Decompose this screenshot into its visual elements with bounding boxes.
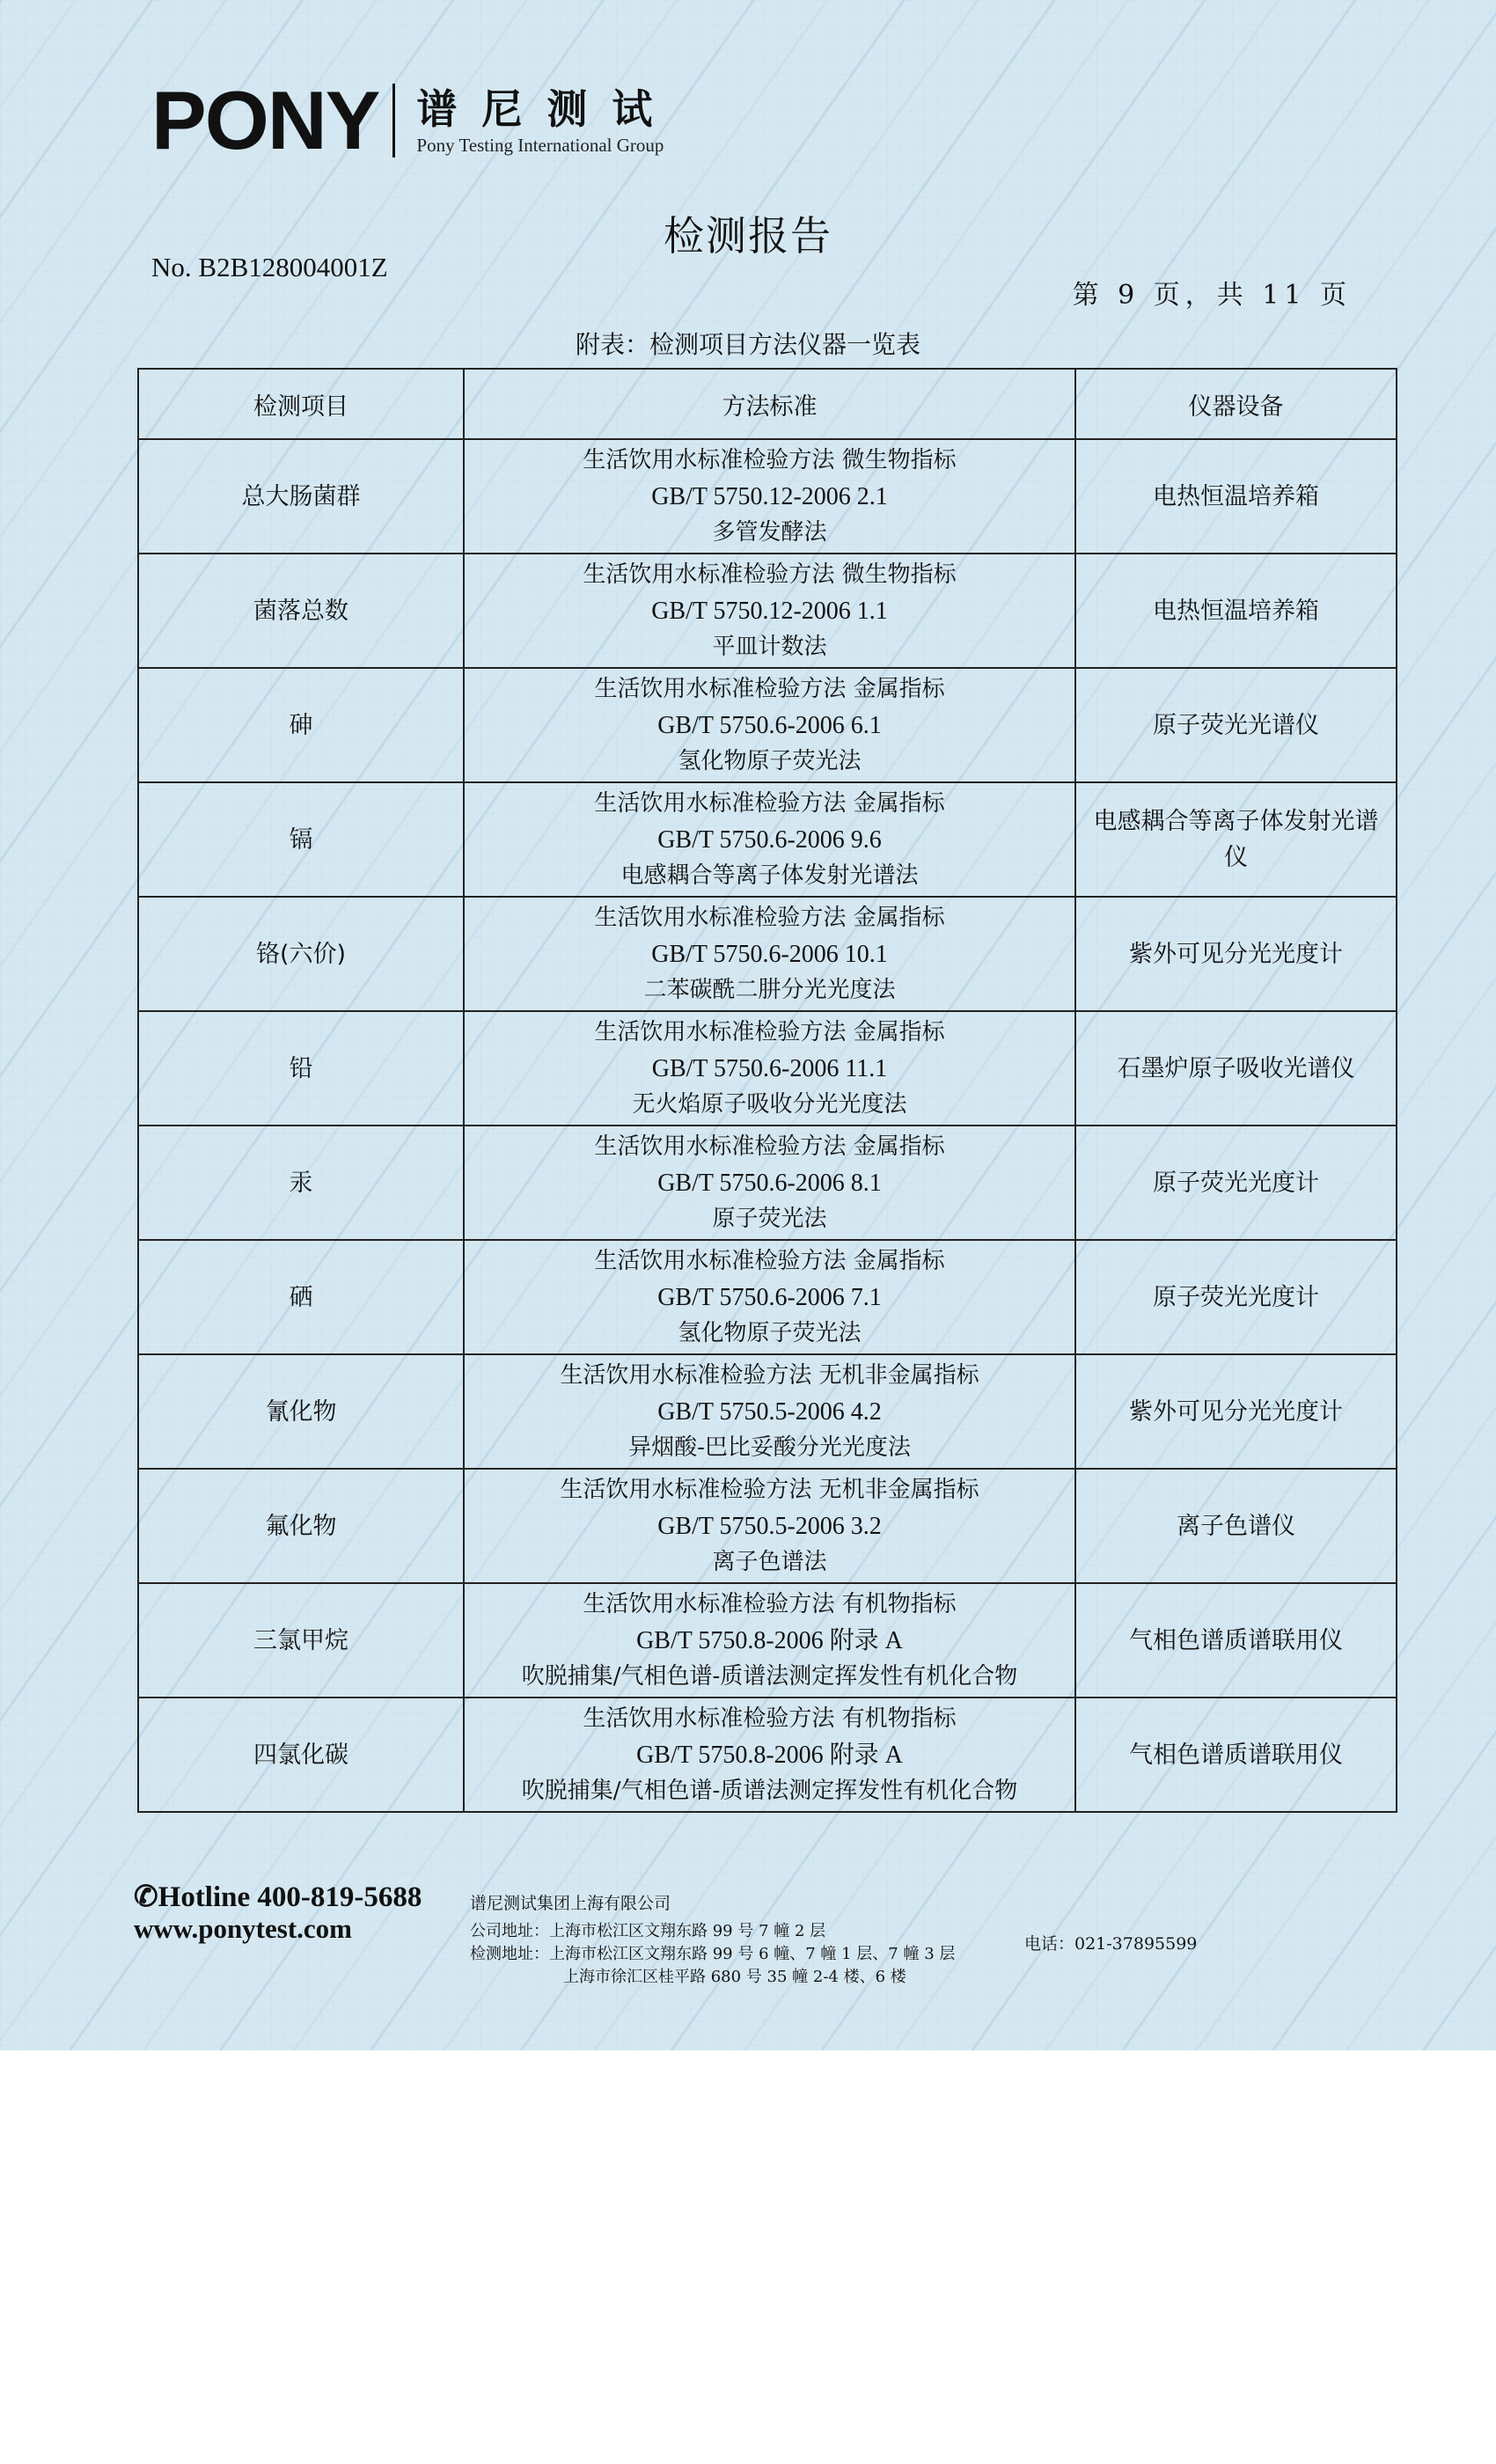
method-technique: 二苯碳酰二肼分光光度法 [643, 976, 896, 1003]
method-standard-name: 生活饮用水标准检验方法 金属指标 [594, 1247, 945, 1274]
cell-equipment: 原子荧光光度计 [1075, 1126, 1397, 1240]
cell-method [464, 1698, 1075, 1812]
cell-item: 铬(六价) [138, 897, 464, 1011]
cell-method [464, 668, 1075, 782]
method-code: GB/T 5750.6-2006 7.1 [657, 1283, 882, 1311]
table-row [138, 782, 1397, 897]
cell-item: 氰化物 [138, 1354, 464, 1469]
cell-method [464, 897, 1075, 1011]
cell-item: 氟化物 [138, 1469, 464, 1583]
table-row [138, 1698, 1397, 1812]
report-number: No. B2B128004001Z [151, 252, 388, 282]
method-code: GB/T 5750.5-2006 3.2 [657, 1512, 882, 1540]
method-table-wrap [137, 368, 1396, 1813]
method-standard-name: 生活饮用水标准检验方法 金属指标 [594, 904, 945, 931]
cell-equipment: 原子荧光光谱仪 [1075, 668, 1397, 782]
method-technique: 离子色谱法 [712, 1548, 827, 1575]
table-row [138, 1469, 1397, 1583]
table-row [138, 1126, 1397, 1240]
footer-lab-address-2: 上海市徐汇区桂平路 680 号 35 幢 2-4 楼、6 楼 [563, 1968, 906, 1986]
logo-mark: PONY [151, 74, 379, 166]
cell-equipment: 紫外可见分光光度计 [1075, 1354, 1397, 1469]
stamp-edge-mark [1470, 704, 1491, 986]
cell-equipment: 电热恒温培养箱 [1075, 439, 1397, 554]
method-code: GB/T 5750.12-2006 2.1 [651, 482, 888, 510]
method-standard-name: 生活饮用水标准检验方法 无机非金属指标 [560, 1476, 979, 1503]
method-technique: 吹脱捕集/气相色谱-质谱法测定挥发性有机化合物 [521, 1777, 1018, 1804]
cell-method [464, 1583, 1075, 1698]
table-row [138, 668, 1397, 782]
method-standard-name: 生活饮用水标准检验方法 金属指标 [594, 789, 945, 817]
method-code: GB/T 5750.5-2006 4.2 [657, 1397, 882, 1426]
method-standard-name: 生活饮用水标准检验方法 金属指标 [594, 1018, 945, 1045]
cell-method [464, 1240, 1075, 1354]
method-standard-name: 生活饮用水标准检验方法 无机非金属指标 [560, 1361, 979, 1389]
method-technique: 吹脱捕集/气相色谱-质谱法测定挥发性有机化合物 [521, 1662, 1018, 1690]
header-item: 检测项目 [138, 369, 464, 439]
cell-method [464, 554, 1075, 668]
cell-item: 总大肠菌群 [138, 439, 464, 554]
method-technique: 异烟酸-巴比妥酸分光光度法 [628, 1434, 911, 1461]
cell-item: 汞 [138, 1126, 464, 1240]
cell-item: 铅 [138, 1011, 464, 1126]
cell-equipment: 紫外可见分光光度计 [1075, 897, 1397, 1011]
logo-chinese-name: 谱尼测试 [416, 85, 678, 133]
method-standard-name: 生活饮用水标准检验方法 有机物指标 [583, 1705, 957, 1732]
table-row [138, 1354, 1397, 1469]
method-code: GB/T 5750.6-2006 6.1 [657, 711, 882, 739]
cell-equipment: 电热恒温培养箱 [1075, 554, 1397, 668]
logo-text [416, 84, 677, 157]
method-standard-name: 生活饮用水标准检验方法 金属指标 [594, 1133, 945, 1160]
cell-method [464, 782, 1075, 897]
footer-company-address: 公司地址：上海市松江区文翔东路 99 号 7 幢 2 层 [470, 1922, 826, 1940]
method-standard-name: 生活饮用水标准检验方法 有机物指标 [583, 1590, 957, 1617]
cell-method [464, 1469, 1075, 1583]
method-code: GB/T 5750.8-2006 附录 A [636, 1741, 903, 1769]
cell-item: 菌落总数 [138, 554, 464, 668]
table-row [138, 897, 1397, 1011]
cell-item: 硒 [138, 1240, 464, 1354]
cell-equipment: 气相色谱质谱联用仪 [1075, 1583, 1397, 1698]
method-code: GB/T 5750.6-2006 10.1 [651, 940, 888, 968]
method-technique: 原子荧光法 [712, 1205, 827, 1232]
method-code: GB/T 5750.6-2006 8.1 [657, 1169, 882, 1197]
report-title: 检测报告 [664, 212, 832, 260]
page-info: 第 9 页，共 11 页 [1072, 280, 1352, 311]
footer-lab-address-1: 检测地址：上海市松江区文翔东路 99 号 6 幢、7 幢 1 层、7 幢 3 层 [470, 1945, 956, 1963]
method-standard-name: 生活饮用水标准检验方法 微生物指标 [583, 446, 957, 473]
method-code: GB/T 5750.6-2006 11.1 [651, 1054, 888, 1082]
logo-english-name: Pony Testing International Group [416, 135, 664, 156]
footer-website: www.ponytest.com [134, 1913, 352, 1944]
table-caption: 附表：检测项目方法仪器一览表 [575, 330, 920, 359]
method-technique: 电感耦合等离子体发射光谱法 [620, 862, 919, 889]
cell-item: 砷 [138, 668, 464, 782]
cell-item: 三氯甲烷 [138, 1583, 464, 1698]
table-row [138, 1240, 1397, 1354]
method-technique: 无火焰原子吸收分光光度法 [632, 1090, 907, 1118]
cell-method [464, 1354, 1075, 1469]
header-equipment: 仪器设备 [1075, 369, 1397, 439]
cell-method [464, 439, 1075, 554]
table-header-row [138, 369, 1397, 439]
cell-item: 镉 [138, 782, 464, 897]
cell-equipment: 石墨炉原子吸收光谱仪 [1075, 1011, 1397, 1126]
cell-equipment: 气相色谱质谱联用仪 [1075, 1698, 1397, 1812]
table-row [138, 439, 1397, 554]
footer-company-name: 谱尼测试集团上海有限公司 [470, 1894, 671, 1913]
method-technique: 多管发酵法 [712, 518, 827, 546]
method-code: GB/T 5750.6-2006 9.6 [657, 825, 882, 854]
cell-item: 四氯化碳 [138, 1698, 464, 1812]
cell-equipment: 电感耦合等离子体发射光谱仪 [1075, 782, 1397, 897]
cell-method [464, 1011, 1075, 1126]
footer-hotline: ✆Hotline 400-819-5688 [134, 1881, 422, 1913]
table-row [138, 1011, 1397, 1126]
method-table [137, 368, 1397, 1813]
method-technique: 氢化物原子荧光法 [678, 1319, 862, 1346]
method-code: GB/T 5750.8-2006 附录 A [636, 1626, 903, 1654]
logo-divider [392, 84, 395, 158]
method-standard-name: 生活饮用水标准检验方法 金属指标 [594, 675, 945, 702]
cell-method [464, 1126, 1075, 1240]
footer-phone: 电话：021-37895599 [1024, 1934, 1198, 1954]
method-standard-name: 生活饮用水标准检验方法 微生物指标 [583, 561, 957, 588]
method-technique: 平皿计数法 [712, 633, 827, 660]
table-row [138, 554, 1397, 668]
cell-equipment: 离子色谱仪 [1075, 1469, 1397, 1583]
company-logo [151, 74, 678, 166]
table-row [138, 1583, 1397, 1698]
cell-equipment: 原子荧光光度计 [1075, 1240, 1397, 1354]
header-method: 方法标准 [464, 369, 1075, 439]
method-code: GB/T 5750.12-2006 1.1 [651, 597, 888, 625]
method-technique: 氢化物原子荧光法 [678, 747, 862, 774]
